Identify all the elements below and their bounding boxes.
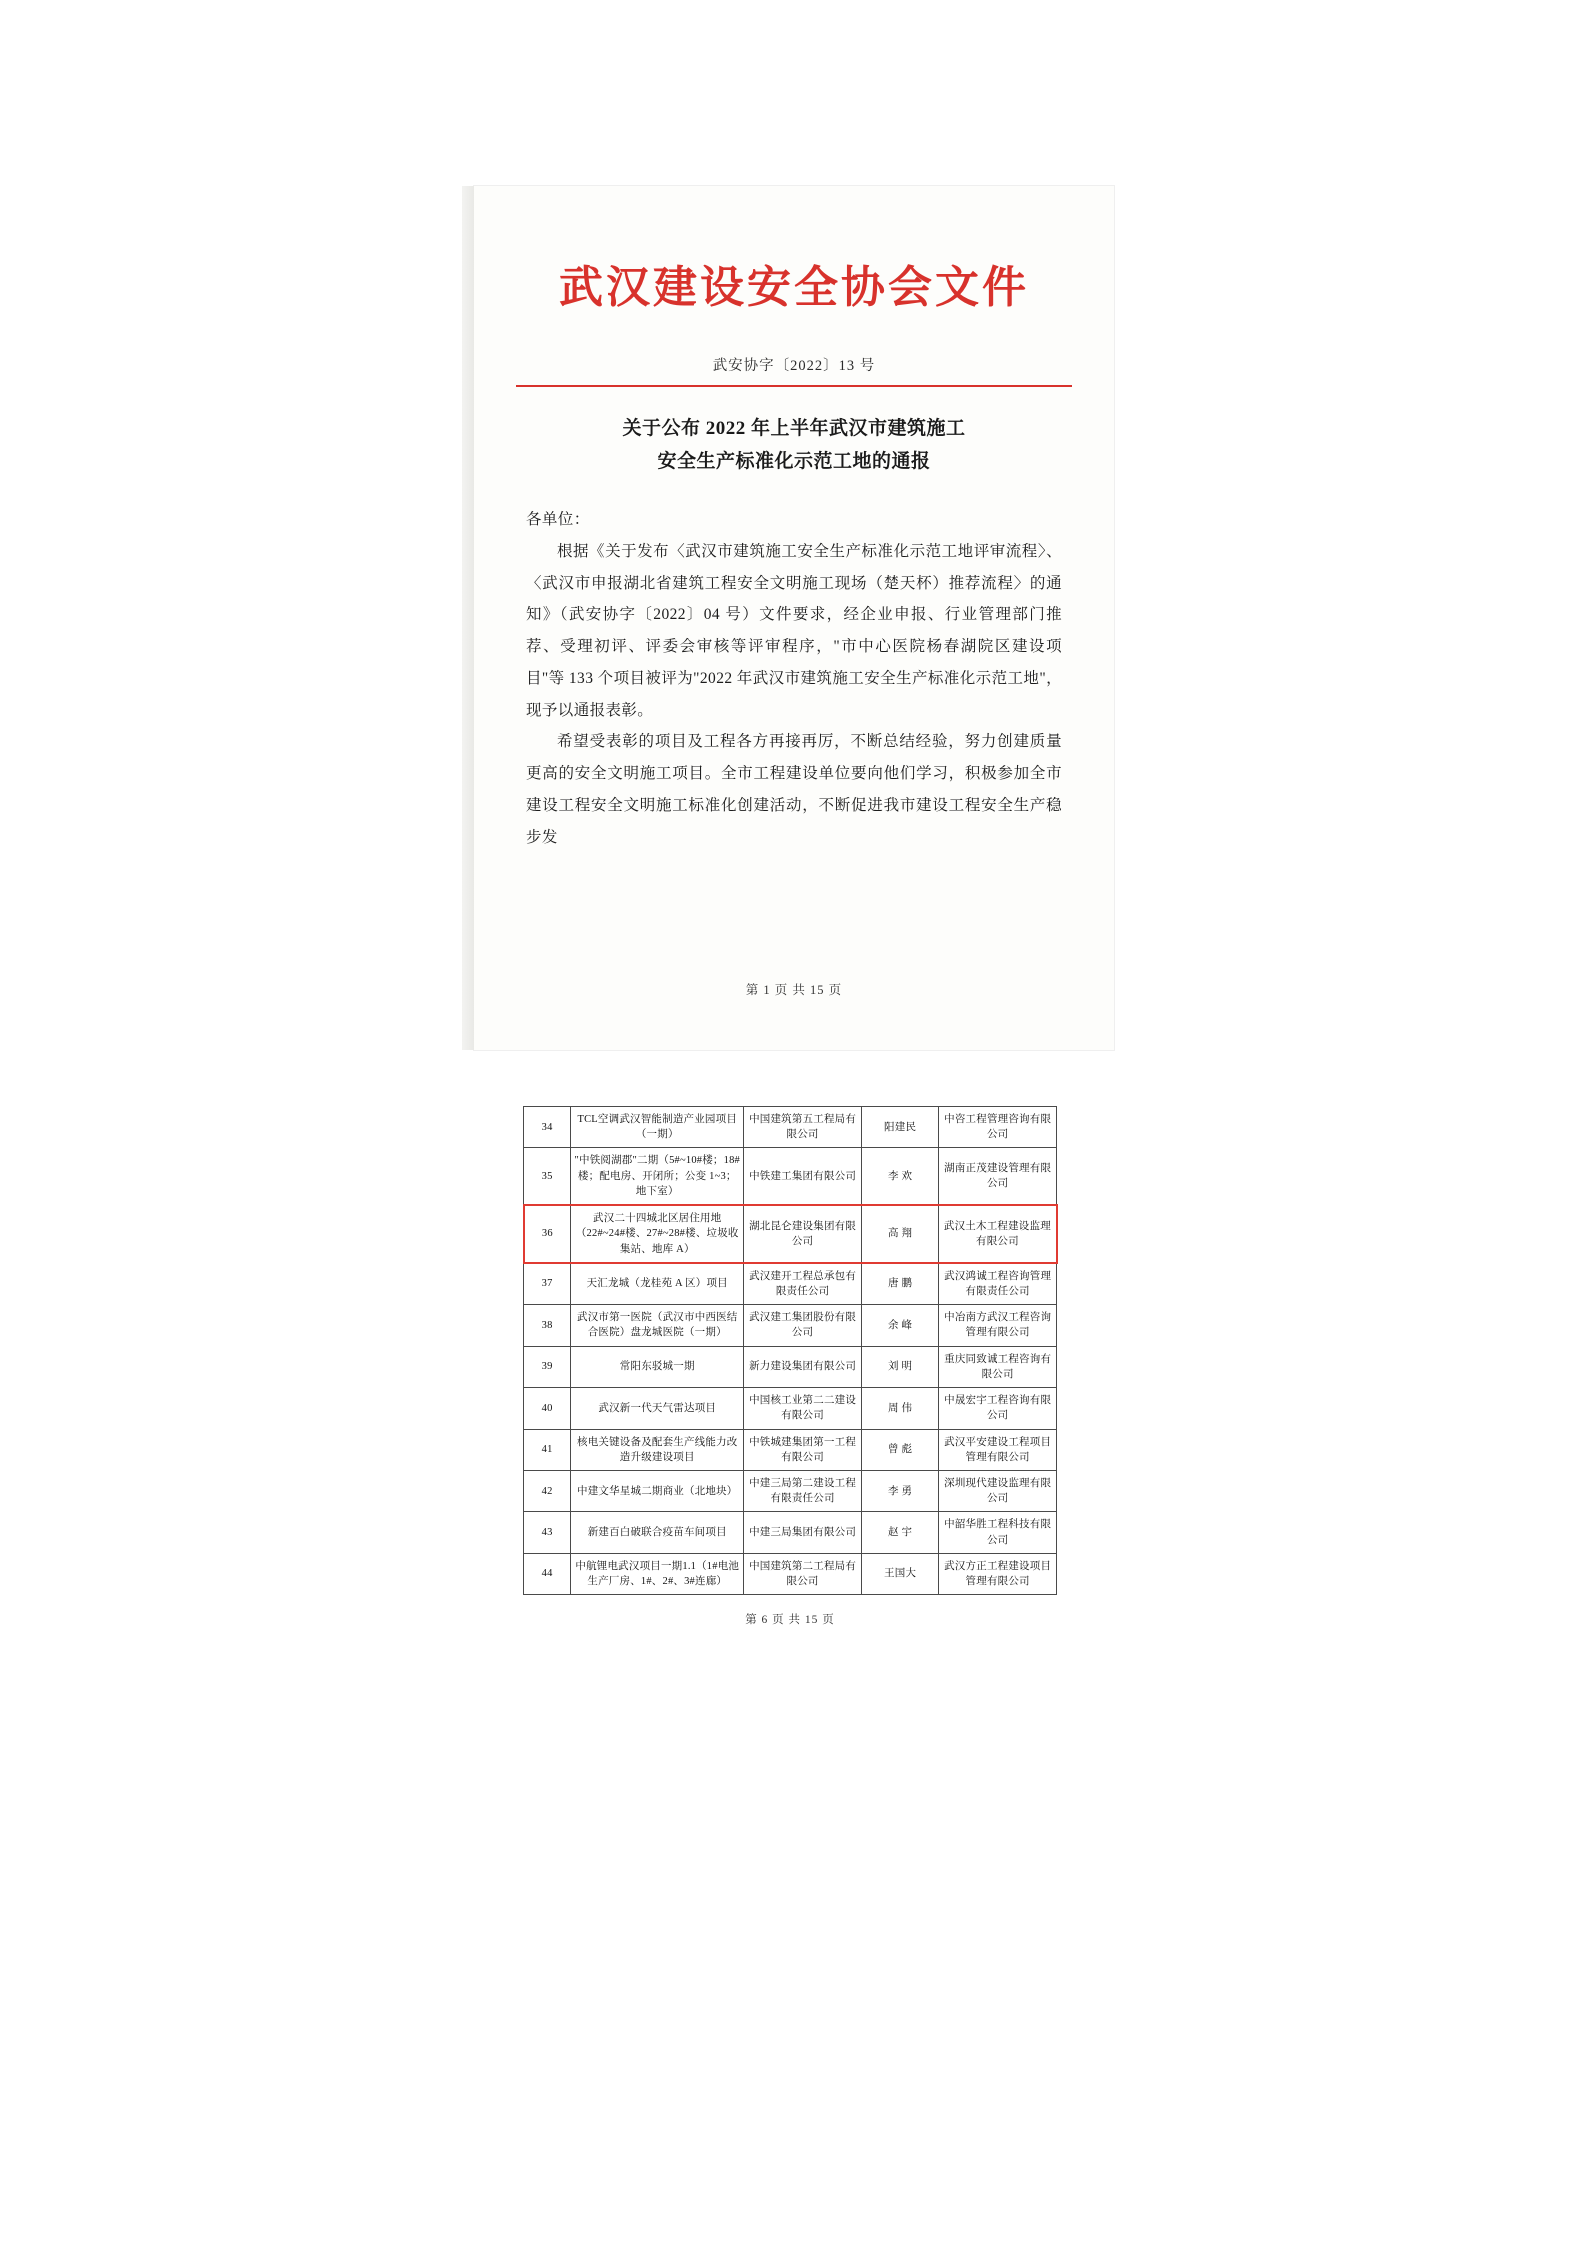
row-unit: 中建三局集团有限公司: [744, 1512, 862, 1553]
page-title-line-2: 安全生产标准化示范工地的通报: [657, 450, 931, 472]
row-project: 新建百白破联合疫苗车间项目: [571, 1512, 744, 1553]
row-person: 刘 明: [861, 1346, 938, 1387]
table-row: [524, 1388, 1057, 1429]
row-number: 36: [524, 1205, 571, 1263]
table-row: [524, 1148, 1057, 1205]
row-unit: 中国建筑第五工程局有限公司: [744, 1107, 862, 1148]
row-number: 43: [524, 1512, 571, 1553]
row-supervisor: 武汉方正工程建设项目管理有限公司: [939, 1553, 1057, 1594]
row-project: 核电关键设备及配套生产线能力改造升级建设项目: [571, 1429, 744, 1470]
award-table-body: [524, 1107, 1057, 1595]
table-row: [524, 1512, 1057, 1553]
document-page-1: [474, 186, 1114, 1050]
row-number: 35: [524, 1148, 571, 1205]
body-paragraph-2: 希望受表彰的项目及工程各方再接再厉，不断总结经验，努力创建质量更高的安全文明施工项目。全市工程建设单位要向他们学习，积极参加全市建设工程安全文明施工标准化创建活动，不断促进我市建设工程安全生产稳步发: [526, 733, 1062, 846]
row-unit: 中建三局第二建设工程有限责任公司: [744, 1470, 862, 1511]
row-person: 周 伟: [861, 1388, 938, 1429]
row-project: 中航锂电武汉项目一期1.1（1#电池生产厂房、1#、2#、3#连廊）: [571, 1553, 744, 1594]
row-person: 曾 彪: [861, 1429, 938, 1470]
body-paragraph-1: 根据《关于发布〈武汉市建筑施工安全生产标准化示范工地评审流程〉、〈武汉市申报湖北省建筑工程安全文明施工现场（楚天杯）推荐流程〉的通知》（武安协字〔2022〕04 号）文件要求，经企业申报、行业管理部门推荐、受理初评、评委会审核等评审程序，"市中心医院杨春湖院区建设项目"等 133 个项目被评为"2022 年武汉市建筑施工安全生产标准化示范工地"，现予以通报表彰。: [526, 542, 1062, 719]
row-number: 38: [524, 1305, 571, 1346]
row-supervisor: 湖南正茂建设管理有限公司: [939, 1148, 1057, 1205]
row-supervisor: 中晟宏宇工程咨询有限公司: [939, 1388, 1057, 1429]
row-unit: 中铁城建集团第一工程有限公司: [744, 1429, 862, 1470]
table-row: [524, 1305, 1057, 1346]
row-project: 武汉二十四城北区居住用地（22#~24#楼、27#~28#楼、垃圾收集站、地库 A）: [571, 1205, 744, 1263]
document-body: [526, 504, 1062, 853]
page-footer-2: 第 6 页 共 15 页: [745, 1614, 835, 1627]
table-row: [524, 1429, 1057, 1470]
row-unit: 中国建筑第二工程局有限公司: [744, 1553, 862, 1594]
row-project: "中铁阅湖郡"二期（5#~10#楼；18#楼；配电房、开闭所；公变 1~3；地下室）: [571, 1148, 744, 1205]
row-unit: 中国核工业第二二建设有限公司: [744, 1388, 862, 1429]
row-person: 唐 鹏: [861, 1263, 938, 1305]
row-person: 余 峰: [861, 1305, 938, 1346]
document-page-2: [500, 1090, 1080, 1910]
award-projects-table: [523, 1106, 1058, 1595]
row-unit: 新力建设集团有限公司: [744, 1346, 862, 1387]
row-supervisor: 重庆同致诚工程咨询有限公司: [939, 1346, 1057, 1387]
row-number: 37: [524, 1263, 571, 1305]
row-number: 34: [524, 1107, 571, 1148]
row-person: 阳建民: [861, 1107, 938, 1148]
document-number: 武安协字〔2022〕13 号: [712, 358, 876, 375]
row-supervisor: 中冶南方武汉工程咨询管理有限公司: [939, 1305, 1057, 1346]
table-row: [524, 1346, 1057, 1387]
row-supervisor: 中咨工程管理咨询有限公司: [939, 1107, 1057, 1148]
row-project: 武汉市第一医院（武汉市中西医结合医院）盘龙城医院（一期）: [571, 1305, 744, 1346]
row-unit: 中铁建工集团有限公司: [744, 1148, 862, 1205]
row-project: 常阳东驳城一期: [571, 1346, 744, 1387]
page-title-line-1: 关于公布 2022 年上半年武汉市建筑施工: [622, 418, 966, 440]
row-person: 李 欢: [861, 1148, 938, 1205]
row-number: 39: [524, 1346, 571, 1387]
row-person: 王国大: [861, 1553, 938, 1594]
row-supervisor: 深圳现代建设监理有限公司: [939, 1470, 1057, 1511]
letterhead-title: 武汉建设安全协会文件: [559, 263, 1029, 312]
row-supervisor: 武汉土木工程建设监理有限公司: [939, 1205, 1057, 1263]
table-row-highlighted: [524, 1205, 1057, 1263]
row-project: 中建文华星城二期商业（北地块）: [571, 1470, 744, 1511]
row-unit: 武汉建开工程总承包有限责任公司: [744, 1263, 862, 1305]
row-unit: 武汉建工集团股份有限公司: [744, 1305, 862, 1346]
salutation: 各单位：: [526, 510, 590, 528]
row-number: 41: [524, 1429, 571, 1470]
row-person: 李 勇: [861, 1470, 938, 1511]
table-row: [524, 1263, 1057, 1305]
row-person: 高 翔: [861, 1205, 938, 1263]
table-row: [524, 1107, 1057, 1148]
table-row: [524, 1553, 1057, 1594]
row-unit: 湖北昆仑建设集团有限公司: [744, 1205, 862, 1263]
table-row: [524, 1470, 1057, 1511]
row-number: 42: [524, 1470, 571, 1511]
page-footer-1: 第 1 页 共 15 页: [745, 983, 843, 997]
row-number: 44: [524, 1553, 571, 1594]
red-divider-line: [516, 385, 1072, 387]
row-supervisor: 中韶华胜工程科技有限公司: [939, 1512, 1057, 1553]
row-project: TCL空调武汉智能制造产业园项目（一期）: [571, 1107, 744, 1148]
row-number: 40: [524, 1388, 571, 1429]
page-title: [534, 413, 1054, 478]
row-supervisor: 武汉鸿诚工程咨询管理有限责任公司: [939, 1263, 1057, 1305]
row-supervisor: 武汉平安建设工程项目管理有限公司: [939, 1429, 1057, 1470]
row-project: 天汇龙城（龙桂苑 A 区）项目: [571, 1263, 744, 1305]
row-person: 赵 宇: [861, 1512, 938, 1553]
row-project: 武汉新一代天气雷达项目: [571, 1388, 744, 1429]
